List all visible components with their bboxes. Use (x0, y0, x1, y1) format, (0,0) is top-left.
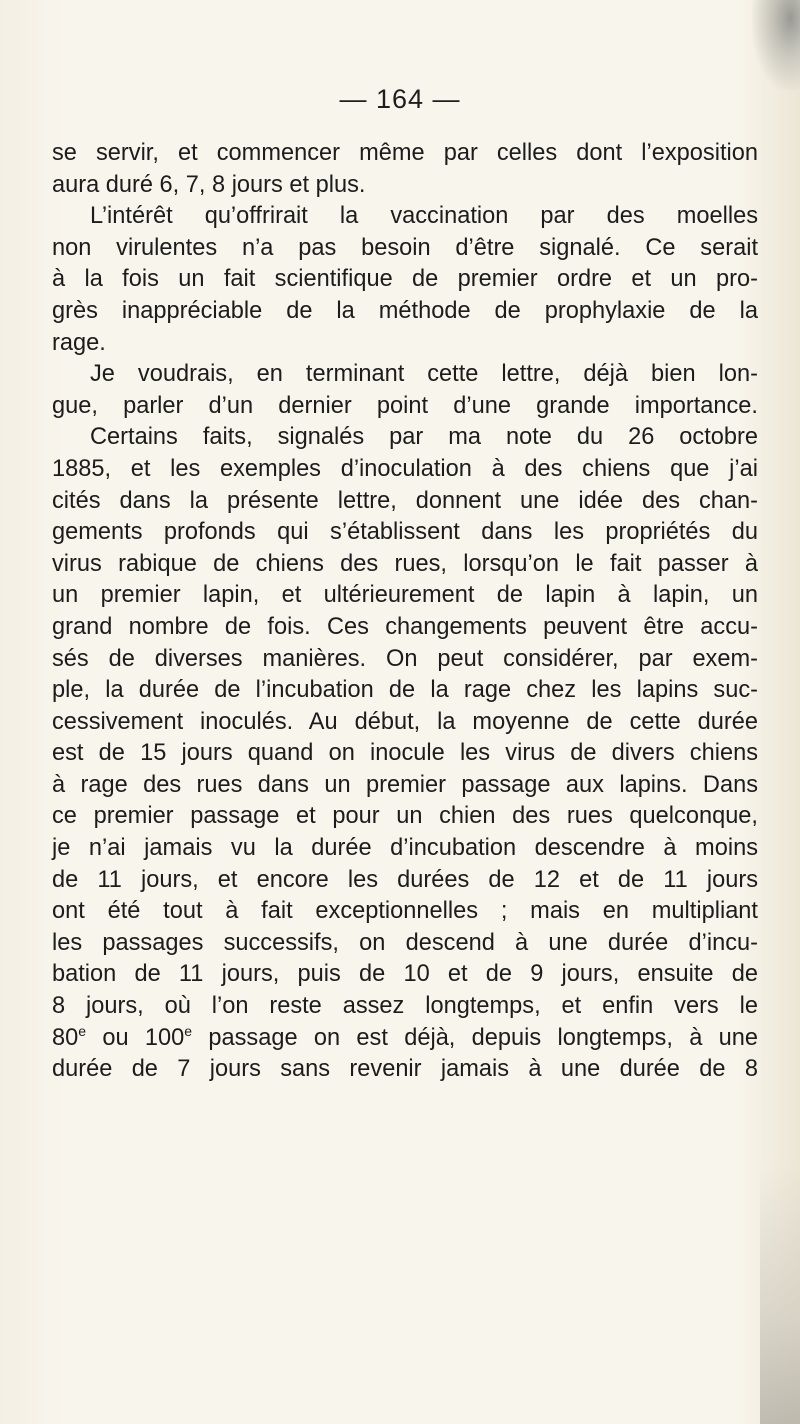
text-line: gements profonds qui s’établissent dans les propriétés du (52, 519, 758, 546)
text-line: aura duré 6, 7, 8 jours et plus. (52, 171, 366, 198)
text-fragment: ou (86, 1024, 145, 1051)
text-line: virus rabique de chiens des rues, lorsqu’on le fait passer à (52, 550, 758, 577)
text-line: Certains faits, signalés par ma note du 26 octobre (90, 424, 758, 451)
text-line: je n’ai jamais vu la durée d’incubation descendre à moins (52, 835, 758, 862)
text-line: non virulentes n’a pas besoin d’être signalé. Ce serait (52, 234, 758, 261)
text-line: à rage des rues dans un premier passage aux lapins. Dans (52, 771, 758, 798)
text-line: de 11 jours, et encore les durées de 12 et de 11 jours (52, 866, 758, 893)
text-line: est de 15 jours quand on inocule les virus de divers chiens (52, 740, 758, 767)
text-body (52, 138, 758, 1086)
text-line: grès inappréciable de la méthode de prophylaxie de la (52, 297, 758, 324)
ordinal-number: 80 (52, 1024, 79, 1051)
text-line: cités dans la présente lettre, donnent une idée des chan- (52, 487, 758, 514)
text-line: à la fois un fait scientifique de premier ordre et un pro- (52, 266, 758, 293)
text-line: bation de 11 jours, puis de 10 et de 9 jours, ensuite de (52, 961, 758, 988)
text-line: gue, parler d’un dernier point d’une grande importance. (52, 392, 758, 419)
text-line: les passages successifs, on descend à une durée d’incu- (52, 929, 758, 956)
text-line: un premier lapin, et ultérieurement de lapin à lapin, un (52, 582, 758, 609)
text-line: durée de 7 jours sans revenir jamais à une durée de 8 (52, 1056, 758, 1083)
text-line: ont été tout à fait exceptionnelles ; mais en multipliant (52, 898, 758, 925)
text-line: sés de diverses manières. On peut considérer, par exem- (52, 645, 758, 672)
page-number: — 164 — (339, 84, 461, 114)
text-line: 1885, et les exemples d’inoculation à des chiens que j’ai (52, 455, 758, 482)
text-line: se servir, et commencer même par celles dont l’exposition (52, 140, 758, 166)
text-line: ce premier passage et pour un chien des rues quelconque, (52, 803, 758, 830)
text-line: grand nombre de fois. Ces changements peuvent être accu- (52, 613, 758, 640)
text-line-with-ordinals (52, 1023, 758, 1055)
text-line: ple, la durée de l’incubation de la rage chez les lapins suc- (52, 677, 758, 704)
corner-stain (752, 0, 800, 90)
text-line: cessivement inoculés. Au début, la moyenne de cette durée (52, 708, 758, 735)
text-line: Je voudrais, en terminant cette lettre, déjà bien lon- (90, 361, 758, 388)
ordinal-suffix: e (184, 1022, 193, 1039)
edge-stain (760, 1164, 800, 1424)
ordinal-number: 100 (144, 1024, 185, 1051)
text-fragment: passage on est déjà, depuis longtemps, à une (192, 1024, 758, 1051)
text-line: 8 jours, où l’on reste assez longtemps, et enfin vers le (52, 993, 758, 1020)
text-line: L’intérêt qu’offrirait la vaccination par des moelles (90, 203, 758, 230)
text-line: rage. (52, 329, 106, 356)
ordinal-suffix: e (78, 1022, 87, 1039)
